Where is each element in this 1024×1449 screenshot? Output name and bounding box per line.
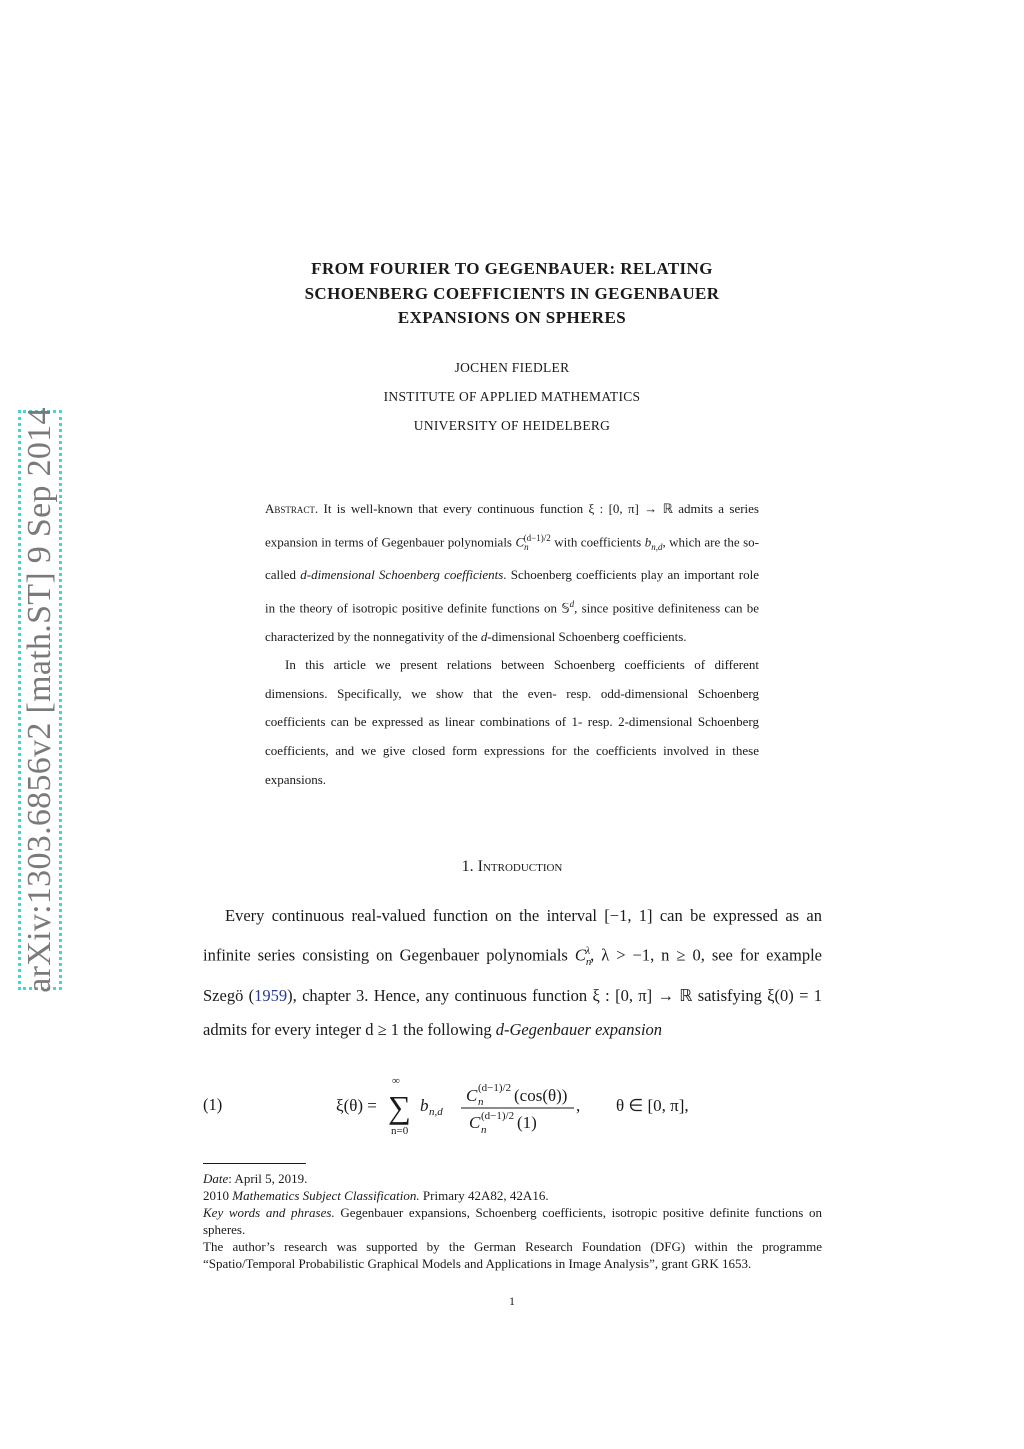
equation-lhs: ξ(θ) = xyxy=(336,1096,377,1115)
page-number: 1 xyxy=(509,1294,515,1308)
gegenbauer-subscript: n xyxy=(524,541,529,552)
numerator-c: C xyxy=(466,1086,478,1105)
denominator-subscript: n xyxy=(481,1124,487,1136)
body-text xyxy=(203,899,822,1048)
coef-subscript: n,d xyxy=(429,1106,443,1118)
title-line-2: SCHOENBERG COEFFICIENTS IN GEGENBAUER xyxy=(304,283,720,303)
footnote-rule xyxy=(203,1163,306,1164)
denominator-superscript: (d−1)/2 xyxy=(481,1110,515,1122)
equation-1 xyxy=(336,1078,716,1138)
sum-upper-limit: ∞ xyxy=(392,1078,400,1087)
abstract-text: , which are the so-called xyxy=(265,533,760,583)
section-heading xyxy=(200,858,824,876)
abstract-emphasis: d-dimensional Schoenberg coefficients xyxy=(300,567,504,583)
footnote-msc xyxy=(203,1187,822,1204)
body-text-run: Every continuous real-valued function on the interval [−1, 1] can be expressed as an infinite series consisting on Gegenbauer polynomials xyxy=(203,906,822,964)
footnote-keywords xyxy=(203,1204,822,1238)
numerator-subscript: n xyxy=(478,1096,484,1108)
body-text-run: , λ > −1, n ≥ 0, see for example Szegö ( xyxy=(203,945,822,1005)
abstract-text: -dimensional Schoenberg coefficients. xyxy=(487,628,687,644)
paper-title xyxy=(200,257,824,331)
citation-link[interactable]: 1959 xyxy=(254,985,288,1005)
gegenbauer-symbol: C xyxy=(515,533,525,549)
numerator-argument: (cos(θ)) xyxy=(514,1086,568,1105)
abstract xyxy=(265,495,759,794)
gegenbauer-superscript: λ xyxy=(585,944,591,957)
footnotes xyxy=(203,1170,822,1272)
footnote-value: Gegenbauer expansions, Schoenberg coefficients, isotropic positive definite functions on spheres. xyxy=(203,1205,822,1237)
equation-domain: θ ∈ [0, π], xyxy=(616,1096,689,1115)
denominator-argument: (1) xyxy=(517,1113,537,1132)
footnote-date xyxy=(203,1170,822,1187)
equation-number: (1) xyxy=(203,1095,223,1114)
abstract-text: . Schoenberg coefficients play an important role in the theory of isotropic positive definite functions on xyxy=(265,567,759,616)
abstract-text: with coefficients xyxy=(550,533,645,549)
abstract-emphasis: d xyxy=(480,628,488,644)
coef-symbol: b xyxy=(420,1096,429,1115)
abstract-label: Abstract. xyxy=(265,501,319,516)
abstract-text: It is well-known that every continuous function ξ : [0, π] → ℝ admits a series expansion in terms of Gegenbauer polynomials xyxy=(265,501,759,549)
gegenbauer-superscript: (d−1)/2 xyxy=(523,532,551,543)
footnote-value: : April 5, 2019. xyxy=(228,1171,308,1186)
coefficient-subscript: n,d xyxy=(651,541,663,552)
sum-symbol: ∑ xyxy=(388,1089,411,1125)
author-name: JOCHEN FIEDLER xyxy=(454,360,570,375)
author-institute: INSTITUTE OF APPLIED MATHEMATICS xyxy=(383,389,641,404)
arxiv-stamp xyxy=(18,407,62,993)
footnote-value: 2010 xyxy=(203,1188,233,1203)
gegenbauer-symbol: C xyxy=(574,945,586,964)
footnote-value: Primary 42A82, 42A16. xyxy=(419,1188,549,1203)
sphere-symbol: 𝕊 xyxy=(561,600,570,616)
numerator-superscript: (d−1)/2 xyxy=(478,1082,512,1094)
footnote-label: Key words and phrases. xyxy=(203,1205,335,1220)
sum-lower-limit: n=0 xyxy=(391,1125,409,1137)
title-line-1: FROM FOURIER TO GEGENBAUER: RELATING xyxy=(311,259,713,278)
body-paragraph-1 xyxy=(203,899,822,1048)
author-university: UNIVERSITY OF HEIDELBERG xyxy=(413,418,611,433)
title-line-3: EXPANSIONS ON SPHERES xyxy=(397,308,627,327)
abstract-paragraph-2: In this article we present relations between Schoenberg coefficients of different dimensions. Specifically, we show that the even- resp. odd-dimensional Schoenberg coefficients can be expressed as linear combinations of 1- resp. 2-dimensional Schoenberg coefficients, and we give closed form expressions for the coefficients involved in these expansions. xyxy=(265,657,759,787)
abstract-paragraph-1 xyxy=(265,495,759,651)
footnote-label: Date xyxy=(203,1171,229,1186)
coefficient-symbol: b xyxy=(644,533,652,549)
body-emphasis: d-Gegenbauer expansion xyxy=(495,1020,663,1040)
footnote-funding: The author’s research was supported by the German Research Foundation (DFG) within the programme “Spatio/Temporal Probabilistic Graphical Models and Applications in Image Analysis”, grant GRK 1653. xyxy=(203,1239,822,1271)
equation-comma: , xyxy=(576,1096,581,1115)
footnote-label: Mathematics Subject Classification. xyxy=(232,1188,420,1203)
section-title: Introduction xyxy=(477,858,563,875)
section-number: 1. xyxy=(461,858,474,875)
sphere-superscript: d xyxy=(569,598,575,609)
arxiv-identifier: arXiv:1303.6856v2 [math.ST] 9 Sep 2014 xyxy=(21,407,58,993)
abstract-text: , since positive definiteness can be characterized by the nonnegativity of the xyxy=(265,600,760,644)
gegenbauer-subscript: n xyxy=(585,955,592,968)
denominator-c: C xyxy=(469,1113,481,1132)
body-text-run: ), chapter 3. Hence, any continuous function ξ : [0, π] → ℝ satisfying ξ(0) = 1 admits for every integer d ≥ 1 the following xyxy=(203,985,822,1040)
